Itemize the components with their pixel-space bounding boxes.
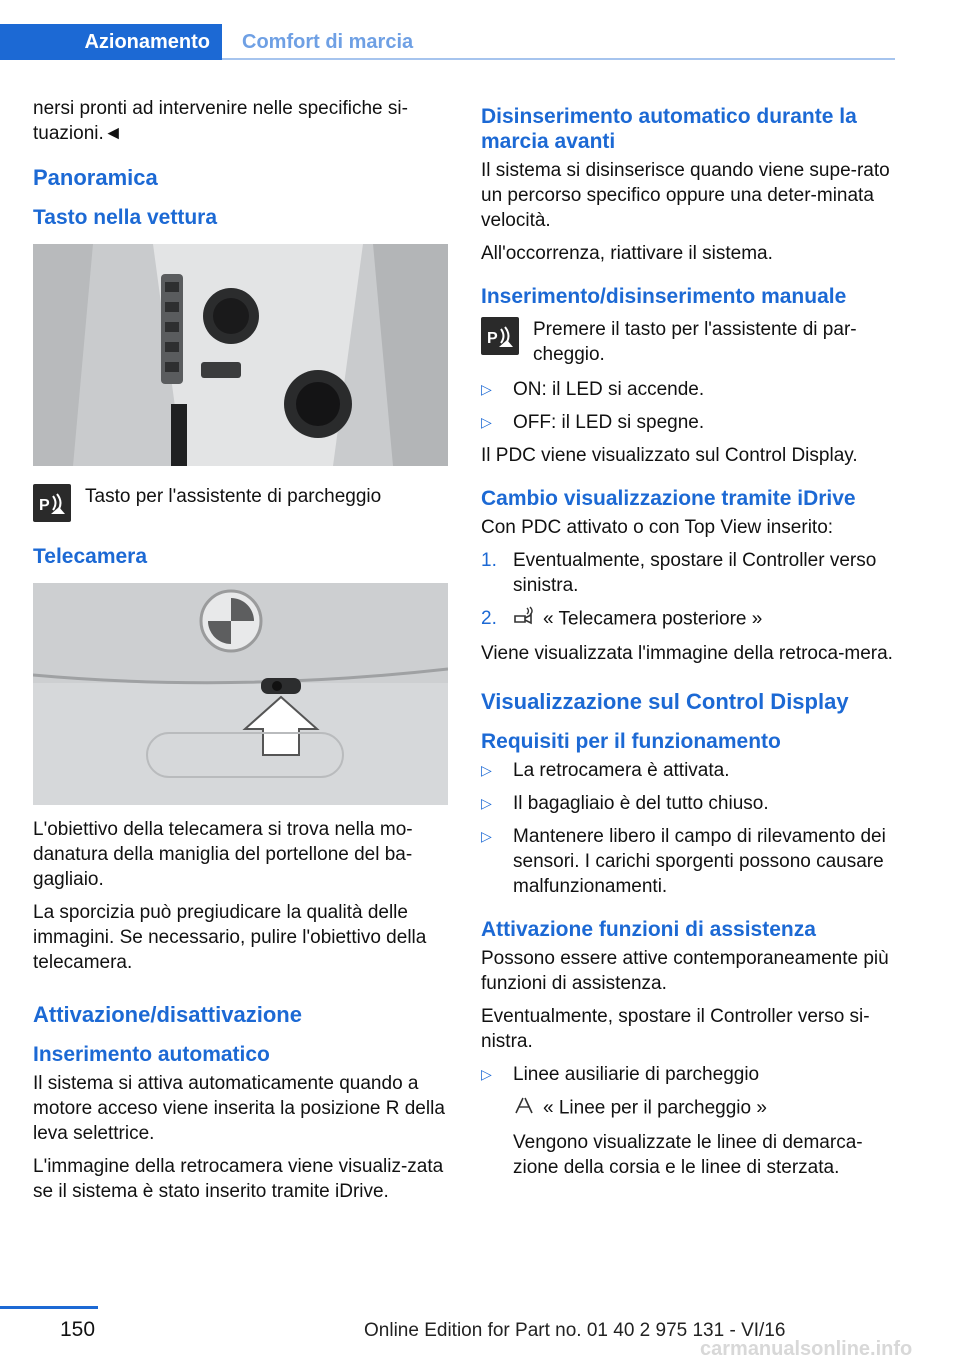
step-text: Eventualmente, spostare il Controller verso sinistra. <box>513 550 877 596</box>
list-item <box>481 824 899 899</box>
camera-photo <box>33 583 448 805</box>
bullet-text: La retrocamera è attivata. <box>513 760 730 781</box>
tele-paragraph-1: L'obiettivo della telecamera si trova nella mo‐danatura della maniglia del portellone del ba‐gagliaio. <box>33 819 413 890</box>
header-rule <box>222 58 895 60</box>
step-2 <box>481 606 899 633</box>
heading-inserimento: Inserimento automatico <box>33 1043 270 1066</box>
svg-text:P: P <box>39 497 50 514</box>
man-paragraph: Il PDC viene visualizzato sul Control Display. <box>481 445 858 466</box>
cambio-paragraph-2: Viene visualizzata l'immagine della retroca‐mera. <box>481 643 893 664</box>
triangle-bullet-icon: ▷ <box>481 414 492 430</box>
tab-comfort-di-marcia[interactable]: Comfort di marcia <box>242 30 414 53</box>
heading-tasto: Tasto nella vettura <box>33 206 217 229</box>
intro-text: nersi pronti ad intervenire nelle specifiche si‐tuazioni.◄ <box>33 98 408 144</box>
dis-paragraph-1: Il sistema si disinserisce quando viene supe‐rato un percorso specifico oppure una deter‐minata velocità. <box>481 160 890 231</box>
triangle-bullet-icon: ▷ <box>481 381 492 397</box>
manuale-icon-text: Premere il tasto per l'assistente di par‐cheggio. <box>533 319 857 365</box>
dis-paragraph-2: All'occorrenza, riattivare il sistema. <box>481 243 773 264</box>
bullet-text: Il bagagliaio è del tutto chiuso. <box>513 793 769 814</box>
edition-text: Online Edition for Part no. 01 40 2 975 131 - VI/16 <box>364 1320 786 1341</box>
svg-text:P: P <box>487 330 498 347</box>
bullet-text: OFF: il LED si spegne. <box>513 412 705 433</box>
list-item <box>481 1062 899 1087</box>
triangle-bullet-icon: ▷ <box>481 1066 492 1082</box>
ins-paragraph-2: L'immagine della retrocamera viene visualiz‐zata se il sistema è stato inserito tramite iDrive. <box>33 1156 444 1202</box>
heading-disinserimento: Disinserimento automatico durante la marcia avanti <box>481 105 857 153</box>
fun-sub-1 <box>513 1095 899 1122</box>
footer-rule <box>0 1306 98 1309</box>
bullet-text: Linee ausiliarie di parcheggio <box>513 1064 760 1085</box>
step-number: 2. <box>481 608 497 629</box>
heading-funzioni: Attivazione funzioni di assistenza <box>481 918 816 941</box>
list-item <box>481 791 899 816</box>
parking-assist-icon <box>481 317 519 355</box>
fun-sub-2: Vengono visualizzate le linee di demarca‐zione della corsia e le linee di sterzata. <box>513 1132 863 1178</box>
step-text: « Telecamera posteriore » <box>543 608 763 630</box>
tasto-caption-row <box>33 484 448 522</box>
step-1 <box>481 548 899 598</box>
right-column <box>481 96 899 1188</box>
heading-telecamera: Telecamera <box>33 545 148 568</box>
parking-assist-icon <box>33 484 71 522</box>
heading-panoramica: Panoramica <box>33 165 158 190</box>
triangle-bullet-icon: ▷ <box>481 795 492 811</box>
page-header <box>0 0 895 64</box>
triangle-bullet-icon: ▷ <box>481 828 492 844</box>
bullet-text: ON: il LED si accende. <box>513 379 705 400</box>
heading-requisiti: Requisiti per il funzionamento <box>481 730 781 753</box>
left-column <box>33 96 448 1212</box>
heading-attivazione: Attivazione/disattivazione <box>33 1002 302 1027</box>
heading-visualizzazione: Visualizzazione sul Control Display <box>481 689 849 714</box>
sub-text: « Linee per il parcheggio » <box>543 1097 767 1119</box>
list-item <box>481 410 899 435</box>
fun-paragraph-2: Eventualmente, spostare il Controller verso si‐nistra. <box>481 1006 870 1052</box>
tasto-caption: Tasto per l'assistente di parcheggio <box>85 486 382 507</box>
tele-paragraph-2: La sporcizia può pregiudicare la qualità delle immagini. Se necessario, pulire l'obiettivo della telecamera. <box>33 902 427 973</box>
rear-camera-icon <box>513 606 535 633</box>
step-number: 1. <box>481 550 497 571</box>
cambio-paragraph: Con PDC attivato o con Top View inserito: <box>481 517 834 538</box>
heading-manuale: Inserimento/disinserimento manuale <box>481 285 847 308</box>
ins-paragraph-1: Il sistema si attiva automaticamente quando a motore acceso viene inserita la posizione R della leva selettrice. <box>33 1073 445 1144</box>
parking-lines-icon <box>513 1095 535 1122</box>
manuale-icon-row <box>481 317 899 367</box>
heading-cambio: Cambio visualizzazione tramite iDrive <box>481 487 856 510</box>
triangle-bullet-icon: ▷ <box>481 762 492 778</box>
bullet-text: Mantenere libero il campo di rilevamento dei sensori. I carichi sporgenti possono causare malfunzionamenti. <box>513 826 886 897</box>
fun-paragraph-1: Possono essere attive contemporaneamente più funzioni di assistenza. <box>481 948 889 994</box>
page-number: 150 <box>60 1318 96 1341</box>
list-item <box>481 377 899 402</box>
list-item <box>481 758 899 783</box>
tab-azionamento[interactable]: Azionamento <box>0 24 222 60</box>
watermark: carmanualsonline.info <box>700 1338 913 1360</box>
console-photo <box>33 244 448 466</box>
